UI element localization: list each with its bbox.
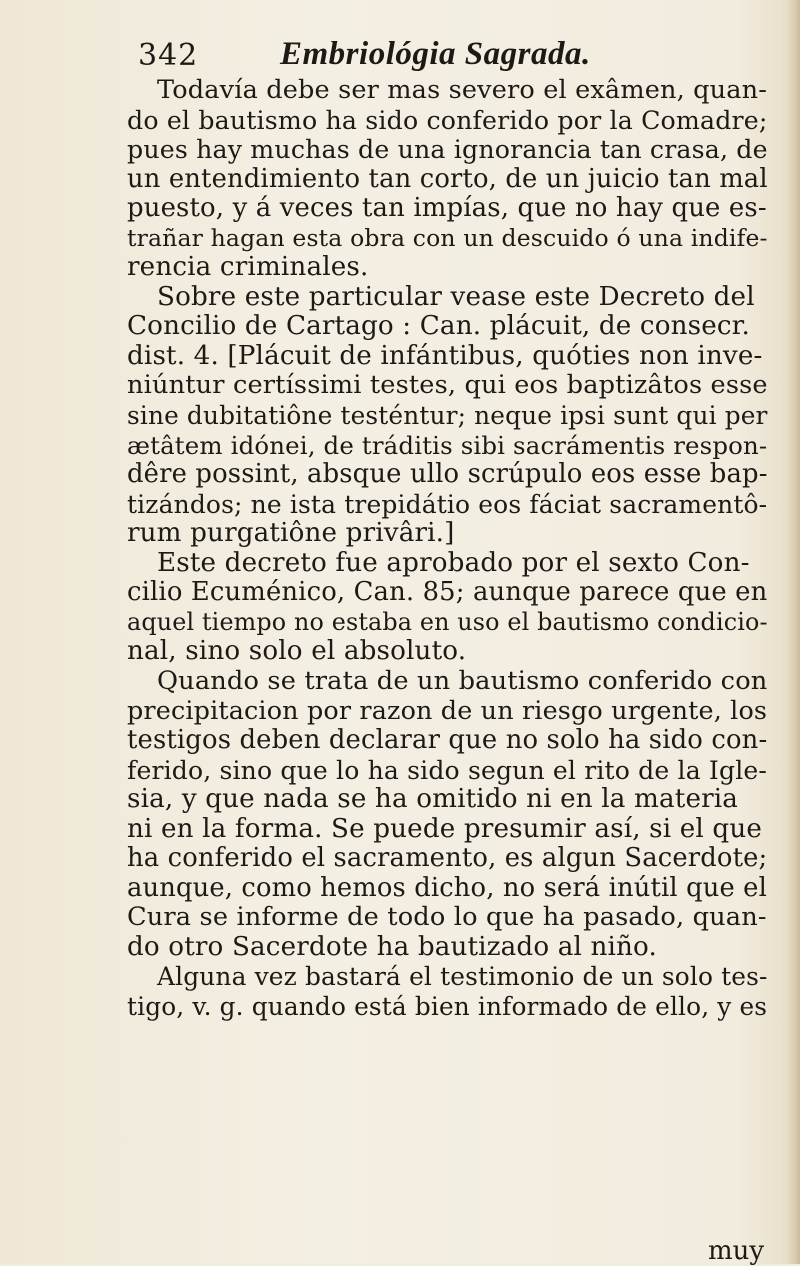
text-line: Concilio de Cartago : Can. plácuit, de consecr.: [127, 311, 750, 342]
text-line: un entendimiento tan corto, de un juicio tan mal: [127, 163, 768, 194]
text-line: do el bautismo ha sido conferido por la Comadre;: [127, 105, 768, 135]
text-line: Cura se informe de todo lo que ha pasado, quan-: [127, 902, 767, 933]
text-line: aquel tiempo no estaba en uso el bautismo condicio-: [127, 607, 768, 636]
text-line: Este decreto fue aprobado por el sexto Con-: [157, 547, 750, 578]
text-line: Sobre este particular vease este Decreto del: [157, 281, 755, 312]
text-line: rencia criminales.: [127, 252, 369, 283]
text-line: trañar hagan esta obra con un descuido ó una indife-: [127, 223, 768, 252]
text-line: precipitacion por razon de un riesgo urgente, los: [127, 695, 768, 726]
text-line: sia, y que nada se ha omitido ni en la materia: [127, 784, 739, 815]
page-header: [130, 34, 770, 78]
page-number: 342: [138, 38, 199, 73]
text-line: Quando se trata de un bautismo conferido con: [157, 665, 768, 696]
text-line: pues hay muchas de una ignorancia tan crasa, de: [127, 135, 768, 165]
text-line: sine dubitatiône testéntur; neque ipsi sunt qui per: [127, 401, 768, 431]
text-line: aunque, como hemos dicho, no será inútil que el: [127, 872, 767, 903]
text-line: cilio Ecuménico, Can. 85; aunque parece que en: [127, 577, 768, 608]
text-line: dist. 4. [Plácuit de infántibus, quóties non inve-: [127, 340, 763, 371]
text-line: nal, sino solo el absoluto.: [127, 636, 467, 667]
text-line: ferido, sino que lo ha sido segun el rito de la Igle-: [127, 755, 768, 785]
page-edge-shadow: [786, 0, 800, 1264]
text-line: rum purgatiône privâri.]: [127, 518, 455, 549]
text-line: dêre possint, absque ullo scrúpulo eos esse bap-: [127, 459, 768, 490]
text-line: ætâtem idónei, de tráditis sibi sacrámentis respon-: [127, 430, 768, 460]
text-line: puesto, y á veces tan impías, que no hay que es-: [127, 193, 767, 224]
text-line: ni en la forma. Se puede presumir así, si el que: [127, 813, 762, 844]
text-line: Todavía debe ser mas severo el exâmen, quan-: [157, 75, 768, 105]
text-line: do otro Sacerdote ha bautizado al niño.: [127, 931, 657, 962]
text-line: niúntur certíssimi testes, qui eos baptizâtos esse: [127, 370, 768, 401]
catchword: muy: [708, 1236, 765, 1266]
body-text: [127, 76, 767, 1022]
text-line: ha conferido el sacramento, es algun Sacerdote;: [127, 843, 768, 874]
text-line: tigo, v. g. quando está bien informado de ello, y es: [127, 991, 768, 1021]
running-title: Embriológia Sagrada.: [280, 36, 591, 72]
text-line: tizándos; ne ista trepidátio eos fáciat sacramentô-: [127, 489, 768, 519]
text-line: testigos deben declarar que no solo ha sido con-: [127, 725, 768, 756]
text-line: Alguna vez bastará el testimonio de un solo tes-: [157, 962, 768, 992]
